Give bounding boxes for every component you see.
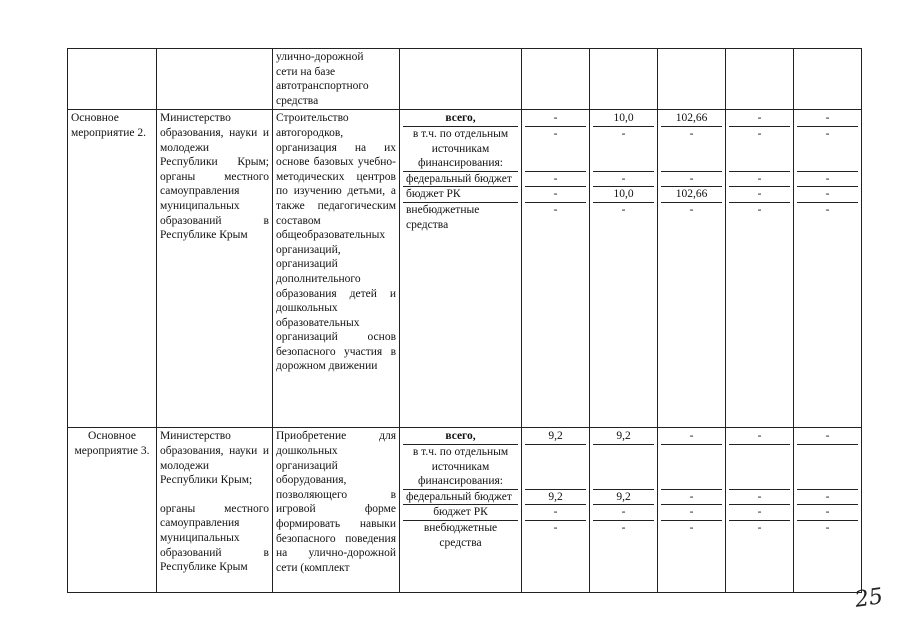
description-cell: улично-дорожной сети на базе автотранспортного средства — [273, 49, 400, 110]
value-cell: - — [797, 490, 858, 506]
value-cell: - — [525, 172, 586, 188]
source-item: в т.ч. по отдельным источникам финансирования: — [403, 445, 518, 490]
value-cell — [729, 445, 790, 490]
executor-text: Министерство образования, науки и молодежи Республики Крым; — [160, 430, 269, 487]
value-col-1 — [522, 110, 590, 428]
value-col-3 — [658, 110, 726, 428]
value-cell: - — [729, 111, 790, 127]
value-cell: 9,2 — [593, 490, 654, 506]
value-col-4 — [726, 110, 794, 428]
source-item: внебюджетные средства — [406, 203, 480, 231]
value-cell: 10,0 — [593, 111, 654, 127]
value-cell: 9,2 — [593, 429, 654, 445]
executor-cell — [157, 428, 273, 593]
value-cell: - — [825, 203, 830, 216]
description-cell: Приобретение для дошкольных организаций оборудования, позволяющего в игровой форме формировать навыки безопасного поведения на улично-дорожной сети (комплект — [273, 428, 400, 593]
value-cell: - — [729, 172, 790, 188]
value-cell: 9,2 — [525, 490, 586, 506]
source-item: бюджет РК — [403, 187, 518, 203]
value-cell: - — [525, 127, 586, 172]
continuation-row — [68, 49, 862, 110]
value-cell: 102,66 — [661, 187, 722, 203]
value-cell — [525, 445, 586, 490]
executor-cell — [157, 49, 273, 110]
description-cell: Строительство автогородков, организация на их основе базовых учебно-методических центров по изучению детьми, а также педагогическим составом общеобразовательных организаций, организаций дополнительного образования детей и дошкольных образовательных организаций основ безопасного участия в дорожном движении — [273, 110, 400, 428]
value-cell: - — [661, 127, 722, 172]
measure-row — [68, 110, 862, 428]
value-cell: - — [797, 172, 858, 188]
value-cell: - — [525, 505, 586, 521]
value-col-1 — [522, 428, 590, 593]
value-cell: - — [661, 429, 722, 445]
source-item: бюджет РК — [403, 505, 518, 521]
value-cell — [797, 445, 858, 490]
value-cell: - — [797, 187, 858, 203]
value-cell: - — [825, 521, 830, 534]
value-cell: - — [553, 521, 558, 534]
measure-label-cell: Основное мероприятие 2. — [68, 110, 157, 428]
financing-table — [67, 48, 862, 593]
value-col-5 — [794, 110, 862, 428]
value-col-3 — [658, 428, 726, 593]
value-col-2 — [590, 428, 658, 593]
source-cell — [400, 110, 522, 428]
value-cell: - — [621, 521, 626, 534]
page-number: 25 — [853, 584, 885, 613]
value-cell: - — [553, 203, 558, 216]
source-cell — [400, 49, 522, 110]
source-item: внебюджетные средства — [423, 521, 498, 549]
value-cell: - — [797, 505, 858, 521]
executor-cell: Министерство образования, науки и молодежи Республики Крым; органы местного самоуправления муниципальных образований в Республике Крым — [157, 110, 273, 428]
source-cell — [400, 428, 522, 593]
value-cell: - — [797, 127, 858, 172]
value-cell: 102,66 — [661, 111, 722, 127]
source-item: федеральный бюджет — [403, 172, 518, 188]
source-item: в т.ч. по отдельным источникам финансирования: — [403, 127, 518, 172]
value-col-5 — [794, 428, 862, 593]
value-cell: - — [689, 521, 694, 534]
measure-label-cell: Основное мероприятие 3. — [68, 428, 157, 593]
value-cell: - — [661, 172, 722, 188]
value-cell — [661, 445, 722, 490]
value-cell: - — [729, 429, 790, 445]
value-cell: - — [729, 505, 790, 521]
value-cell: - — [621, 203, 626, 216]
value-cell: - — [593, 505, 654, 521]
value-col-4 — [726, 428, 794, 593]
value-cell: - — [729, 127, 790, 172]
value-cell: - — [757, 203, 762, 216]
source-item: федеральный бюджет — [403, 490, 518, 506]
value-cell: - — [525, 187, 586, 203]
value-cell: - — [689, 203, 694, 216]
source-item: всего, — [403, 111, 518, 127]
value-cell: - — [797, 429, 858, 445]
value-cell: - — [729, 490, 790, 506]
value-cell: - — [593, 127, 654, 172]
value-cell: - — [797, 111, 858, 127]
executor-text: органы местного самоуправления муниципальных образований в Республике Крым — [160, 502, 269, 574]
value-cell: - — [525, 111, 586, 127]
value-cell: - — [729, 187, 790, 203]
value-cell: 9,2 — [525, 429, 586, 445]
value-cell: - — [661, 505, 722, 521]
value-col-2 — [590, 110, 658, 428]
value-cell: - — [757, 521, 762, 534]
value-cell: - — [593, 172, 654, 188]
value-cell: - — [661, 490, 722, 506]
measure-row — [68, 428, 862, 593]
value-cell: 10,0 — [593, 187, 654, 203]
measure-label-cell — [68, 49, 157, 110]
source-item: всего, — [403, 429, 518, 445]
value-cell — [593, 445, 654, 490]
